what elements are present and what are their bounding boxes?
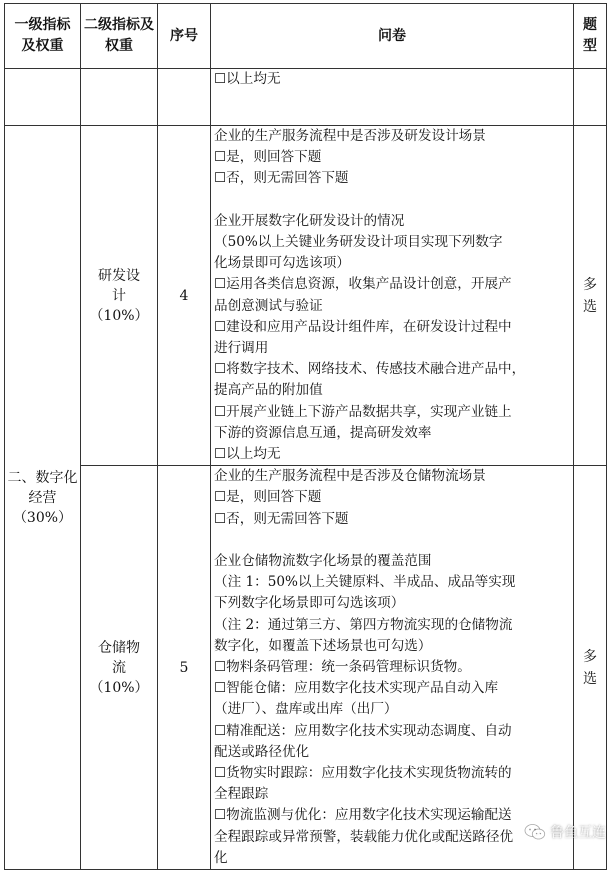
note-line: 下列数字化场景即可勾选该项） [214, 595, 405, 612]
option-none: ☐以上均无 [214, 446, 281, 463]
note-line: 化场景即可勾选该项） [214, 255, 350, 272]
option-line: （进厂）、盘库或出库（出厂） [214, 701, 398, 718]
header-question: 问卷 [211, 4, 574, 69]
option-line: ☐货物实时跟踪：应用数字化技术实现货物流转的 [214, 765, 512, 782]
secondary-indicator-name: 仓储物流 [98, 639, 140, 676]
table-row-rd-design [5, 126, 607, 466]
header-level2: 二级指标及权重 [81, 4, 158, 69]
note-line: （50%以上关键业务研发设计项目实现下列数字 [214, 234, 503, 250]
table-row-carryover [5, 69, 607, 126]
option-line: 进行调用 [214, 340, 269, 357]
secondary-indicator-cell [81, 466, 158, 870]
table-row-warehousing [5, 466, 607, 870]
option-yes: ☐是，则回答下题 [214, 149, 322, 166]
type-cell-empty [574, 69, 607, 126]
note-line: 数字化，如覆盖下述场景也可勾选） [214, 637, 432, 654]
question-line: 企业的生产服务流程中是否涉及研发设计场景 [214, 128, 486, 144]
secondary-indicator-cell [81, 126, 158, 466]
question-line: 企业的生产服务流程中是否涉及仓储物流场景 [214, 468, 486, 485]
primary-indicator-cell [5, 126, 81, 870]
option-no: ☐否，则无需回答下题 [214, 510, 349, 527]
primary-indicator-weight: （30%） [12, 509, 73, 526]
note-line: （注 1：50%以上关键原料、半成品、成品等实现 [214, 574, 516, 591]
seq-cell: 5 [158, 466, 211, 870]
blank-line [214, 190, 570, 211]
question-line: 企业开展数字化研发设计的情况 [214, 212, 405, 229]
question-cell [211, 466, 574, 870]
type-cell [574, 466, 607, 870]
blank-line [214, 530, 570, 551]
question-cell-carryover [211, 69, 574, 126]
header-type: 题型 [574, 4, 607, 69]
option-line: 化 [214, 849, 228, 866]
option-line: 下游的资源信息互通，提高研发效率 [214, 424, 432, 441]
level1-cell-empty [5, 69, 81, 126]
option-line: ☐精准配送：应用数字化技术实现动态调度、自动 [214, 722, 512, 739]
watermark-text: 鲁鱼互连 [550, 825, 606, 841]
question-cell [211, 126, 574, 466]
option-line: ☐智能仓储：应用数字化技术实现产品自动入库 [214, 680, 499, 697]
header-row [5, 4, 607, 69]
wechat-icon [524, 823, 546, 841]
question-line: 企业仓储物流数字化场景的覆盖范围 [214, 553, 432, 570]
option-line: 提高产品的附加值 [214, 382, 323, 399]
seq-cell: 4 [158, 126, 211, 466]
questionnaire-table [4, 3, 607, 870]
option-line: ☐以上均无 [214, 71, 281, 87]
option-line: 全程跟踪或异常预警，装载能力优化或配送路径优 [214, 828, 514, 845]
option-line: ☐建设和应用产品设计组件库，在研发设计过程中 [214, 318, 512, 335]
header-level1: 一级指标及权重 [5, 4, 81, 69]
secondary-indicator-weight: （10%） [89, 307, 149, 324]
option-line: ☐运用各类信息资源，收集产品设计创意，开展产 [214, 276, 512, 293]
option-line: ☐将数字技术、网络技术、传感技术融合进产品中， [214, 361, 526, 378]
secondary-indicator-name: 研发设计 [98, 267, 140, 304]
option-no: ☐否，则无需回答下题 [214, 170, 349, 187]
note-line: （注 2：通过第三方、第四方物流实现的仓储物流 [214, 616, 513, 633]
watermark [524, 822, 606, 842]
option-line: ☐物料条码管理：统一条码管理标识货物。 [214, 659, 471, 676]
secondary-indicator-weight: （10%） [89, 679, 149, 696]
option-line: 全程跟踪 [214, 786, 269, 803]
question-type: 多选 [583, 276, 597, 315]
option-line: ☐开展产业链上下游产品数据共享，实现产业链上 [214, 403, 512, 420]
primary-indicator-name: 二、数字化经营 [7, 469, 78, 506]
question-type: 多选 [583, 648, 597, 687]
option-line: 配送或路径优化 [214, 743, 310, 760]
seq-cell-empty [158, 69, 211, 126]
option-line: ☐物流监测与优化：应用数字化技术实现运输配送 [214, 807, 512, 824]
option-yes: ☐是，则回答下题 [214, 489, 322, 506]
option-line: 品创意测试与验证 [214, 297, 323, 314]
type-cell [574, 126, 607, 466]
header-seq: 序号 [158, 4, 211, 69]
level2-cell-empty [81, 69, 158, 126]
